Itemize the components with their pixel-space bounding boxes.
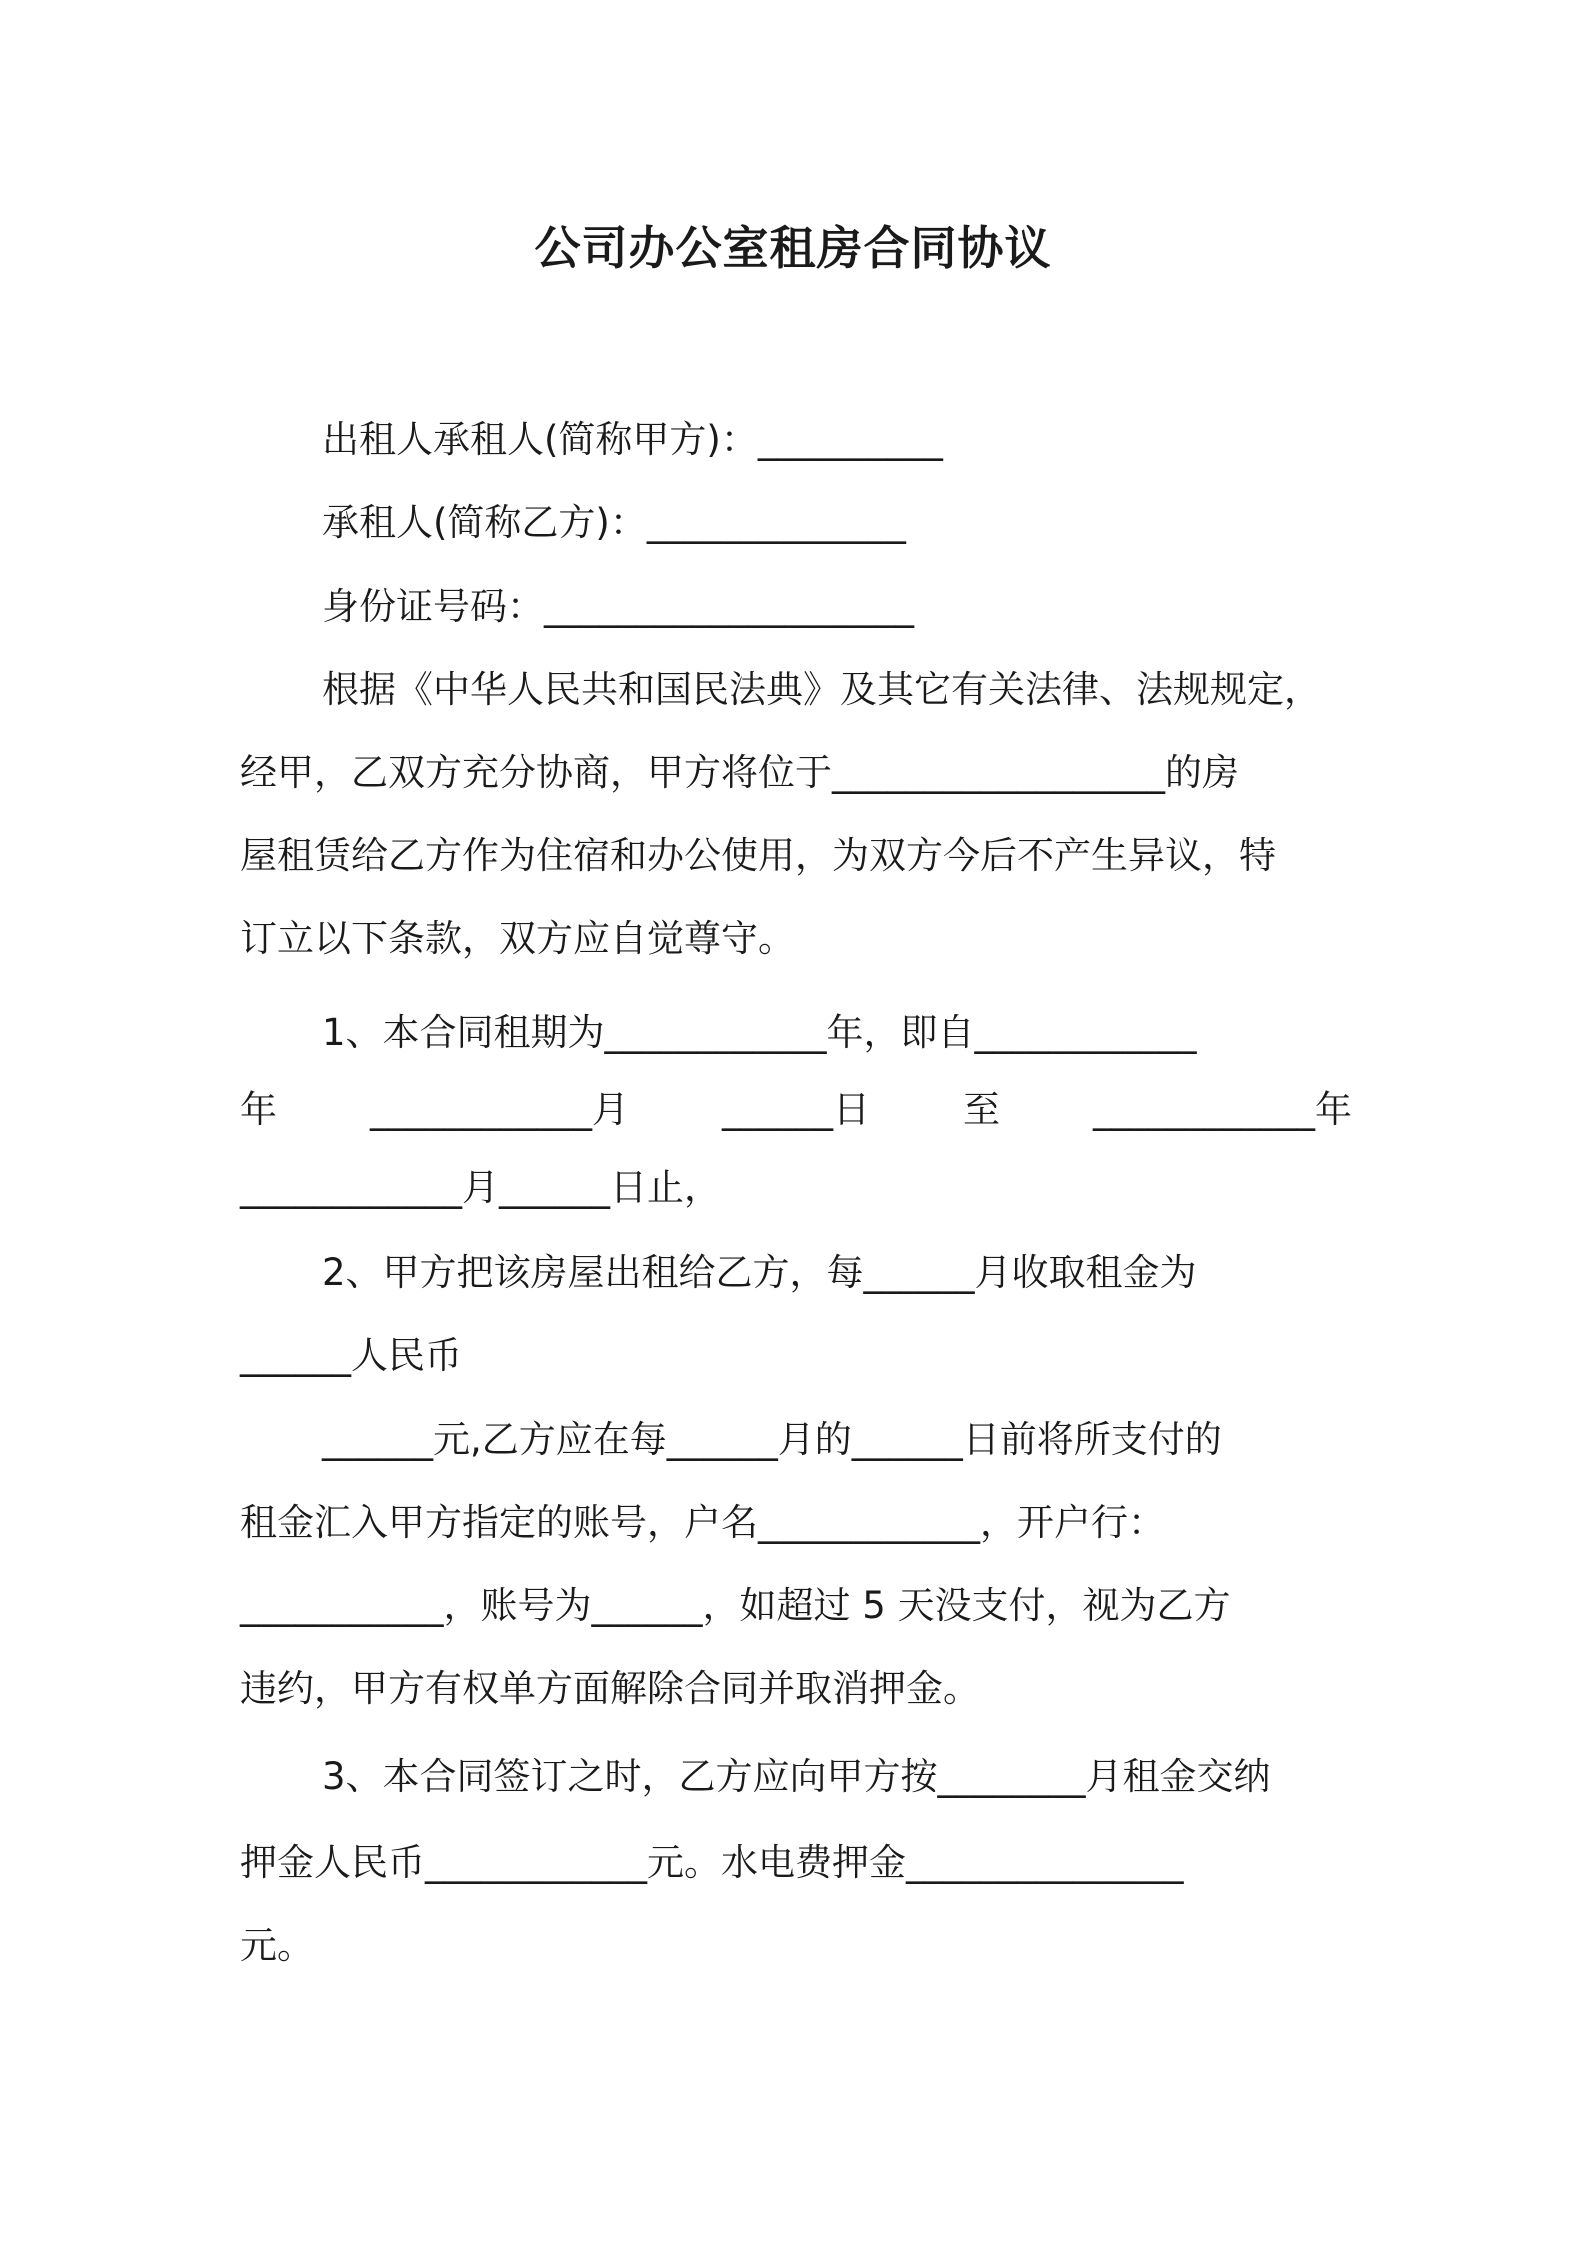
preamble-line-1: 根据《中华人民共和国民法典》及其它有关法律、法规规定， — [322, 668, 1321, 711]
document-title: 公司办公室租房合同协议 — [534, 221, 1052, 275]
preamble-line-4: 订立以下条款，双方应自觉尊守。 — [240, 917, 795, 960]
clause-1-line-1: 1、本合同租期为____________年，即自____________ — [322, 1011, 1197, 1054]
clause-1-year-label: 年 — [240, 1088, 277, 1131]
preamble-line-3: 屋租赁给乙方作为住宿和办公使用，为双方今后不产生异议，特 — [240, 834, 1276, 877]
clause-2-line-2: ______人民币 — [240, 1334, 462, 1377]
clause-1-line-3: ____________月______日止， — [240, 1166, 721, 1209]
clause-1-end-year-blank: ____________年 — [1093, 1088, 1352, 1131]
preamble-line-2: 经甲，乙双方充分协商，甲方将位于__________________的房 — [240, 751, 1239, 794]
clause-2-line-4: 租金汇入甲方指定的账号，户名____________，开户行： — [240, 1501, 1165, 1544]
party-b-line: 承租人(简称乙方)：______________ — [322, 501, 906, 544]
party-a-line: 出租人承租人(简称甲方)：__________ — [322, 418, 943, 461]
clause-2-line-1: 2、甲方把该房屋出租给乙方，每______月收取租金为 — [322, 1251, 1197, 1294]
clause-3-line-3: 元。 — [240, 1924, 314, 1967]
clause-1-day-blank: ______日 — [722, 1088, 870, 1131]
clause-3-line-2: 押金人民币____________元。水电费押金_______________ — [240, 1841, 1184, 1884]
clause-1-to-label: 至 — [963, 1088, 1000, 1131]
clause-2-line-5: ___________，账号为______，如超过 5 天没支付，视为乙方 — [240, 1584, 1231, 1627]
clause-2-line-6: 违约，甲方有权单方面解除合同并取消押金。 — [240, 1667, 980, 1710]
clause-3-line-1: 3、本合同签订之时，乙方应向甲方按________月租金交纳 — [322, 1755, 1271, 1798]
id-number-line: 身份证号码：____________________ — [322, 585, 914, 628]
clause-2-line-3: ______元,乙方应在每______月的______日前将所支付的 — [322, 1418, 1222, 1461]
clause-1-line-2 — [240, 1085, 1352, 1135]
clause-1-month-blank: ____________月 — [370, 1088, 629, 1131]
